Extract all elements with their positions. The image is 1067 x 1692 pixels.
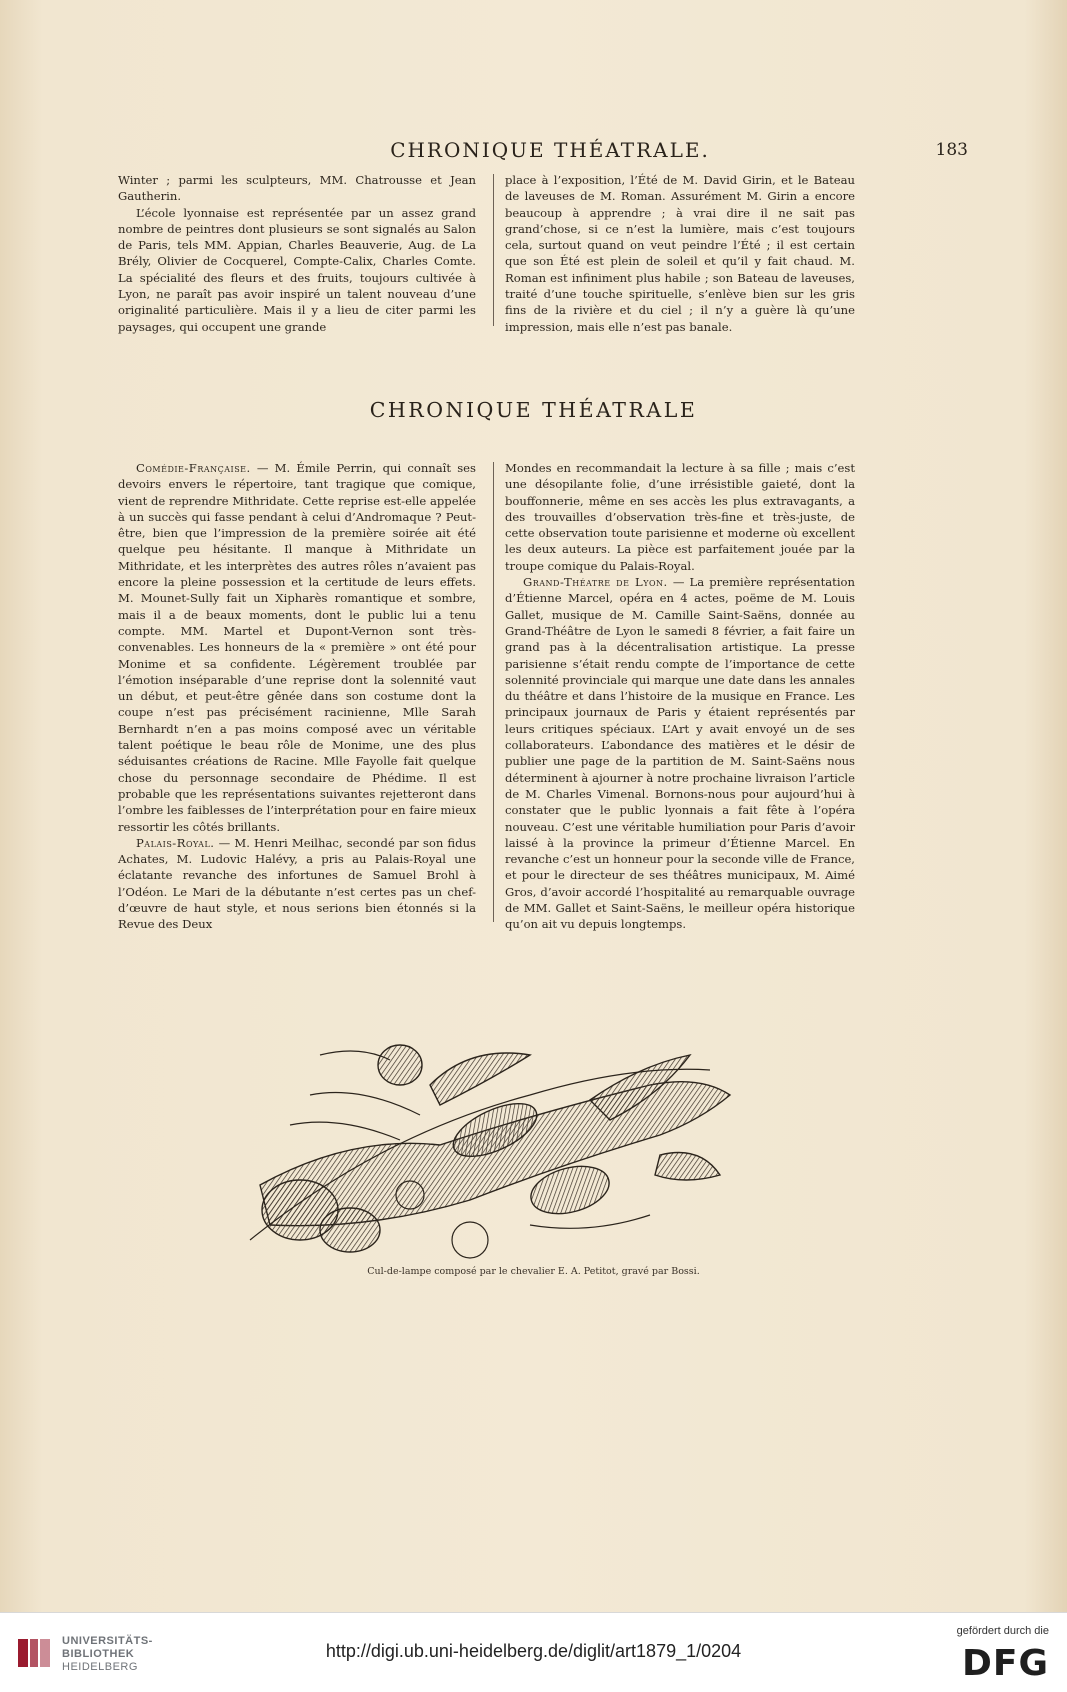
- section-lead: Grand-Théatre de Lyon.: [523, 575, 668, 590]
- running-title: CHRONIQUE THÉATRALE.: [390, 138, 710, 162]
- library-name-line: UNIVERSITÄTS-: [62, 1635, 153, 1647]
- illustration-caption: Cul-de-lampe composé par le chevalier E. A. Petitot, gravé par Bossi.: [367, 1266, 700, 1277]
- main-right-column: [505, 460, 855, 933]
- cul-de-lampe-engraving: [230, 1025, 750, 1260]
- paragraph: Winter ; parmi les sculpteurs, MM. Chatrousse et Jean Gautherin.: [118, 173, 476, 204]
- library-name-line: HEIDELBERG: [62, 1661, 138, 1673]
- running-head: [120, 138, 980, 160]
- column-divider: [493, 174, 494, 326]
- paragraph-text: Mondes en recommandait la lecture à sa fille ; mais c’est une désopilante folie, d’une irrésistible gaieté, dont la bouffonnerie, même en ses accès les plus extravagants, a des trouvailles d’observation très-fine et très-juste, de cette observation toute parisienne et moderne où excellent les deux auteurs. La pièce est parfaitement jouée par la troupe comique du Palais-Royal.: [505, 461, 855, 573]
- paragraph-text: — La première représentation d’Étienne Marcel, opéra en 4 actes, poëme de M. Louis Gallet, musique de M. Camille Saint-Saëns, donnée au Grand-Théâtre de Lyon le samedi 8 février, a fait faire un grand pas à la décentralisation artistique. La presse parisienne s’était rendu compte de l’importance de cette solennité provinciale qui marque une date dans les annales du théâtre et dans l’histoire de la musique en France. Les principaux journaux de Paris y étaient représentés par leurs critiques spéciaux. L’Art y avait envoyé un de ses collaborateurs. L’abondance des matières et le désir de publier une page de la partition de M. Saint-Saëns nous déterminent à ajourner à notre prochaine livraison l’article de M. Charles Vimenal. Bornons-nous pour aujourd’hui à constater que le public lyonnais a fait fête à l’opéra nouveau. C’est une véritable humiliation pour Paris d’avoir laissé à la province la primeur d’Étienne Marcel. En revanche c’est un honneur pour la seconde ville de France, et pour le directeur de ses théâtres municipaux, M. Aimé Gros, d’avoir accordé l’hospitalité au remarquable ouvrage de MM. Gallet et Saint-Saëns, le meilleur opéra historique qu’on ait vu depuis longtemps.: [505, 575, 855, 932]
- paragraph: [118, 460, 476, 835]
- page-number: 183: [935, 140, 968, 160]
- permalink-url[interactable]: http://digi.ub.uni-heidelberg.de/diglit/art1879_1/0204: [325, 1641, 742, 1661]
- main-left-column: [118, 460, 476, 933]
- paragraph: [505, 574, 855, 933]
- column-divider: [493, 462, 494, 922]
- top-right-column: [505, 172, 855, 335]
- paragraph: L’école lyonnaise est représentée par un assez grand nombre de peintres dont plusieurs se sont signalés au Salon de Paris, tels MM. Appian, Charles Beauverie, Aug. de La Brély, Olivier de Cocquerel, Compte-Calix, Charles Comte. La spécialité des fleurs et des fruits, toujours cultivée à Lyon, ne paraît pas avoir inspiré un talent nouveau d’une originalité particulière. Mais il y a lieu de citer parmi les paysages, qui occupent une grande: [118, 205, 476, 334]
- section-title: CHRONIQUE THÉATRALE: [369, 398, 698, 422]
- paragraph-text: — M. Émile Perrin, qui connaît ses devoirs envers le répertoire, tant tragique que comique, vient de reprendre Mithridate. Cette reprise est-elle appelée à un succès qui fasse pendant à celui d’Andromaque ? Peut-être, bien que l’impression de la première soirée ait été quelque peu hésitante. Il manque à Mithridate un Mithridate, et les interprètes des autres rôles n’avaient pas encore la pleine possession et la certitude de leurs effets. M. Mounet-Sully fait un Xipharès romantique et sombre, mais il a de beaux moments, dont le public lui a tenu compte. MM. Martel et Dupont-Vernon sont très-convenables. Les honneurs de la « première » ont été pour Monime et sa confidente. Légèrement troublée par l’émotion inséparable d’une reprise dont la solennité vaut un début, et peut-être gênée dans son costume dont la coupe n’est pas précisément racinienne, Mlle Sarah Bernhardt n’en a pas moins composé avec un véritable talent poétique le beau rôle de Monime, une des plus séduisantes créations de Racine. Mlle Fayolle fait quelque chose du personnage secondaire de Phédime. Il est probable que les représentations suivantes rejetteront dans l’ombre les faiblesses de l’interprétation pour en faire mieux ressortir les côtés brillants.: [118, 461, 476, 834]
- top-left-column: [118, 172, 476, 335]
- paragraph: place à l’exposition, l’Été de M. David Girin, et le Bateau de laveuses de M. Roman. Assurément M. Girin a encore beaucoup à apprendre ; à vrai dire il ne sait pas grand’chose, si ce n’est la lumière, mais c’est toujours cela, surtout quand on veut peindre l’Été ; il est certain que son Été est plein de soleil et qu’il y fait chaud. M. Roman est infiniment plus habile ; son Bateau de laveuses, traité d’une touche spirituelle, s’enlève bien sur les gris fins de la rivière et du ciel ; il n’y a guère là qu’une impression, mais elle n’est pas banale.: [505, 173, 855, 334]
- library-name-line: BIBLIOTHEK: [62, 1648, 135, 1660]
- paragraph: [118, 835, 476, 933]
- section-lead: Comédie-Française.: [136, 461, 251, 475]
- viewer-footer: [0, 1612, 1067, 1692]
- paragraph: [505, 460, 855, 574]
- sponsor-label: gefördert durch die: [956, 1625, 1049, 1637]
- section-lead: Palais-Royal.: [136, 835, 215, 850]
- dfg-logo[interactable]: DFG: [961, 1643, 1049, 1684]
- paragraph-text: — M. Henri Meilhac, secondé par son fidus Achates, M. Ludovic Halévy, a pris au Palais-Royal une éclatante revanche des infortunes de Samuel Brohl à l’Odéon. Le Mari de la débutante n’est certes pas un chef-d’œuvre de haut style, et nous serions bien étonnés si la Revue des Deux: [118, 835, 476, 932]
